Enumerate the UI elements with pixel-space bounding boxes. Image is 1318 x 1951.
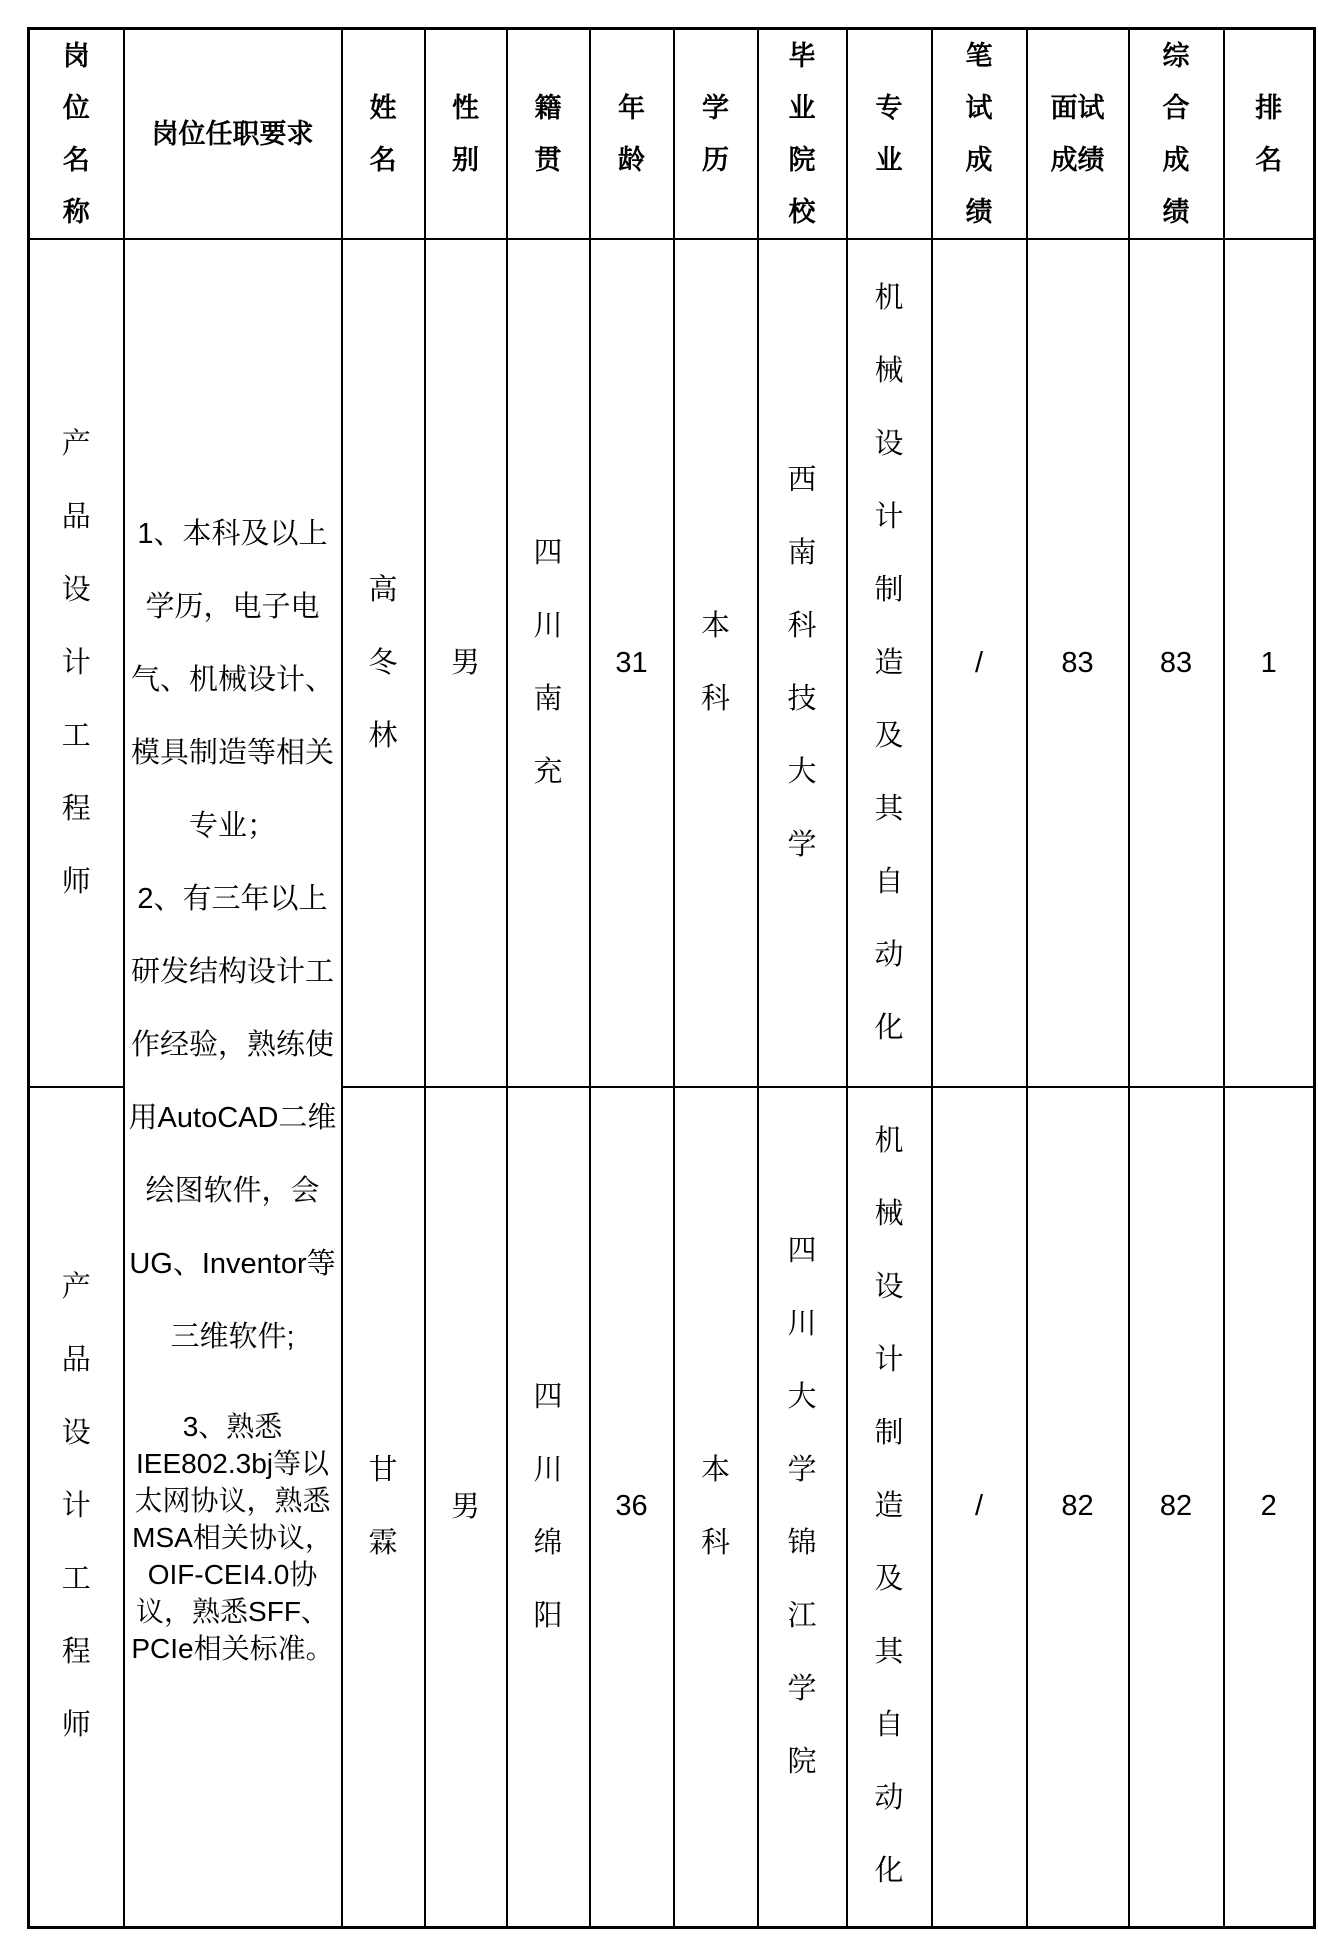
cell-row1-gender-text: 男 — [450, 646, 480, 679]
cell-row2-rank — [1224, 1087, 1315, 1927]
cell-row2-age — [590, 1087, 674, 1927]
cell-row2-hometown-text: 四川绵阳 — [533, 1380, 563, 1632]
table-header-row — [29, 29, 1315, 240]
cell-row1-college — [758, 239, 847, 1087]
cell-row2-name — [342, 1087, 425, 1927]
header-overall-score — [1129, 29, 1224, 240]
header-gender-label: 性别 — [452, 93, 479, 175]
header-interview-score — [1027, 29, 1129, 240]
header-hometown — [507, 29, 590, 240]
header-hometown-label: 籍贯 — [534, 93, 562, 175]
requirements-paragraph-1: 1、本科及以上学历，电子电气、机械设计、模具制造等相关专业； — [130, 518, 334, 843]
cell-row1-education — [674, 239, 758, 1087]
header-written-score — [932, 29, 1027, 240]
cell-row1-hometown-text: 四川南充 — [533, 537, 563, 788]
cell-row1-name — [342, 239, 425, 1087]
cell-row1-position-text: 产品设计工程师 — [61, 427, 91, 898]
header-position-name-label: 岗位名称 — [62, 41, 90, 227]
cell-row1-education-text: 本科 — [700, 610, 730, 715]
cell-row2-interview-score-text: 82 — [1061, 1490, 1094, 1523]
header-job-requirements-label: 岗位任职要求 — [151, 119, 314, 149]
header-rank-label: 排名 — [1255, 93, 1283, 175]
cell-row1-written-score — [932, 239, 1027, 1087]
cell-row2-interview-score — [1027, 1087, 1129, 1927]
cell-row2-overall-score-text: 82 — [1159, 1490, 1193, 1523]
header-position-name — [29, 29, 124, 240]
cell-row1-age-text: 31 — [615, 646, 648, 679]
header-college-label: 毕业院校 — [788, 41, 816, 227]
cell-row1-position — [29, 239, 124, 1087]
cell-row1-rank — [1224, 239, 1315, 1087]
cell-row2-gender-text: 男 — [450, 1490, 480, 1523]
cell-row2-major — [847, 1087, 932, 1927]
cell-row1-overall-score — [1129, 239, 1224, 1087]
cell-row1-rank-text: 1 — [1260, 646, 1277, 679]
cell-row1-major-text: 机械设计制造及其自动化 — [874, 281, 904, 1044]
cell-row1-college-text: 西南科技大学 — [787, 464, 817, 861]
cell-row1-interview-score-text: 83 — [1061, 646, 1094, 679]
header-education-label: 学历 — [702, 93, 729, 175]
table-row-1 — [29, 239, 1315, 1087]
cell-row2-overall-score — [1129, 1087, 1224, 1927]
cell-row2-college — [758, 1087, 847, 1927]
cell-row2-name-text: 甘霖 — [368, 1453, 398, 1559]
cell-row2-hometown — [507, 1087, 590, 1927]
cell-row1-gender — [425, 239, 507, 1087]
cell-row2-education-text: 本科 — [700, 1453, 730, 1559]
recruitment-score-table — [27, 27, 1316, 1929]
header-overall-score-label: 综合成绩 — [1162, 41, 1190, 227]
header-age-label: 年龄 — [618, 93, 645, 175]
cell-row2-written-score-text: / — [974, 1490, 984, 1523]
cell-row1-written-score-text: / — [974, 646, 984, 679]
header-interview-score-label: 面试成绩 — [1050, 93, 1105, 175]
header-major — [847, 29, 932, 240]
requirements-paragraph-3: 3、熟悉IEE802.3bj等以太网协议，熟悉MSA相关协议，OIF-CEI4.0协议，熟悉SFF、PCIe相关标准。 — [131, 1411, 334, 1665]
cell-row2-age-text: 36 — [615, 1490, 648, 1523]
cell-row1-interview-score — [1027, 239, 1129, 1087]
cell-row2-rank-text: 2 — [1260, 1490, 1277, 1523]
cell-row1-age — [590, 239, 674, 1087]
cell-row2-major-text: 机械设计制造及其自动化 — [874, 1125, 904, 1888]
header-job-requirements — [124, 29, 342, 240]
header-written-score-label: 笔试成绩 — [965, 41, 993, 227]
cell-job-requirements — [124, 239, 342, 1927]
cell-row2-written-score — [932, 1087, 1027, 1927]
header-rank — [1224, 29, 1315, 240]
header-gender — [425, 29, 507, 240]
header-education — [674, 29, 758, 240]
cell-row1-overall-score-text: 83 — [1159, 646, 1193, 679]
cell-row2-college-text: 四川大学锦江学院 — [787, 1234, 817, 1778]
cell-row1-hometown — [507, 239, 590, 1087]
cell-row1-major — [847, 239, 932, 1087]
cell-row2-education — [674, 1087, 758, 1927]
cell-row2-gender — [425, 1087, 507, 1927]
header-age — [590, 29, 674, 240]
header-major-label: 专业 — [875, 93, 903, 175]
header-college — [758, 29, 847, 240]
requirements-paragraph-2: 2、有三年以上研发结构设计工作经验，熟练使用AutoCAD二维绘图软件，会UG、Inventor等三维软件; — [128, 883, 337, 1354]
header-name-label: 姓名 — [369, 93, 397, 175]
header-name — [342, 29, 425, 240]
cell-row2-position-text: 产品设计工程师 — [61, 1271, 91, 1742]
cell-row1-name-text: 高冬林 — [368, 573, 398, 752]
cell-row2-position — [29, 1087, 124, 1927]
